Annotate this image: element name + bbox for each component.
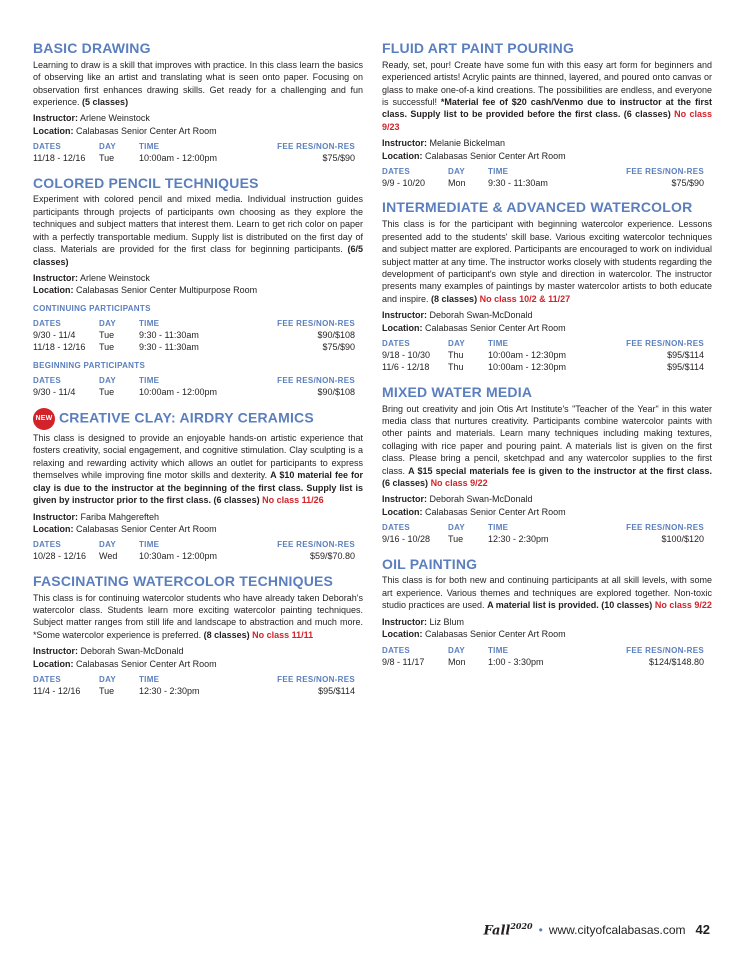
instructor-line — [33, 511, 363, 523]
instructor-line — [33, 645, 363, 657]
schedule-row — [33, 550, 363, 562]
website-link[interactable]: www.cityofcalabasas.com — [548, 923, 686, 938]
column-header: DATES — [382, 645, 411, 655]
course-description — [382, 574, 712, 611]
schedule-cell: Wed — [99, 551, 118, 562]
description-text: Ready, set, pour! Create have some fun with this easy art form for beginners and experienced artists! Acrylic paints are thinned, layered, and poured onto canvas or glass to make one-of-a kind creations. The possibilities are endless, and everyone is successful! — [382, 59, 712, 108]
schedule-header-row — [382, 166, 712, 177]
schedule-cell: 9:30 - 11:30am — [139, 329, 199, 340]
schedule-table — [33, 375, 363, 398]
schedule-cell: Tue — [99, 153, 115, 164]
instructor-name: Deborah Swan-McDonald — [80, 646, 184, 657]
column-header: TIME — [488, 523, 509, 533]
course-description — [33, 59, 363, 109]
schedule-table — [33, 141, 363, 164]
location-label: Location: — [382, 150, 423, 161]
location-label: Location: — [33, 523, 74, 534]
footer-bullet: • — [538, 923, 543, 938]
schedule-cell: 10:30am - 12:00pm — [139, 551, 218, 562]
schedule-cell: 9:30 - 11:30am — [139, 342, 199, 353]
description-text: (8 classes) — [431, 293, 478, 304]
schedule-cell: Tue — [448, 534, 464, 545]
location-line — [382, 506, 712, 518]
description-text: This class is designed to provide an enjoyable hands-on artistic experience that fosters creativity, social engagement, and cognitive stimulation. Clay sculpting is a relaxing and rewarding activity which allows an outlet for participants to express themselves while improving fine motor skills and dexterity. — [33, 433, 363, 481]
course-meta — [382, 493, 712, 518]
no-class-note: No class 9/23 — [382, 109, 712, 132]
column-header: FEE RES/NON-RES — [277, 674, 355, 684]
location-label: Location: — [33, 658, 74, 669]
location-label: Location: — [33, 285, 74, 296]
schedule-header-row — [382, 645, 712, 656]
instructor-line — [382, 493, 712, 505]
course-title-text: CREATIVE CLAY: AIRDRY CERAMICS — [59, 409, 314, 426]
schedule-cell: 9/30 - 11/4 — [33, 386, 76, 397]
schedule-row — [382, 656, 712, 668]
no-class-note: No class 9/22 — [430, 478, 488, 489]
location-line — [382, 322, 712, 334]
instructor-name: Liz Blum — [429, 616, 465, 627]
schedule-row — [382, 177, 712, 189]
schedule-table — [33, 539, 363, 562]
no-class-note: No class 11/11 — [252, 629, 314, 640]
location-name: Calabasas Senior Center Art Room — [76, 125, 217, 136]
location-name: Calabasas Senior Center Multipurpose Room — [76, 285, 258, 296]
course-title-text: FLUID ART PAINT POURING — [382, 40, 575, 56]
course-description — [33, 432, 363, 506]
course-meta — [382, 137, 712, 162]
instructor-label: Instructor: — [33, 646, 78, 657]
instructor-line — [382, 309, 712, 321]
schedule-table — [33, 674, 363, 697]
course-section — [382, 384, 712, 546]
schedule-row — [33, 152, 363, 164]
location-line — [382, 150, 712, 162]
course-meta — [382, 309, 712, 334]
column-header: TIME — [139, 142, 160, 152]
left-column — [33, 40, 363, 707]
column-header: DATES — [382, 167, 411, 177]
course-title — [382, 384, 712, 401]
column-header: TIME — [139, 674, 160, 684]
location-label: Location: — [382, 506, 423, 517]
course-title-text: INTERMEDIATE & ADVANCED WATERCOLOR — [382, 199, 693, 216]
column-header: DAY — [99, 318, 117, 328]
page-footer — [484, 921, 710, 940]
column-header: DAY — [99, 142, 117, 152]
schedule-row — [382, 533, 712, 545]
column-header: TIME — [139, 375, 160, 385]
description-text: (8 classes) — [203, 629, 250, 640]
schedule-cell: 10/28 - 12/16 — [33, 551, 87, 562]
schedule-cell: Tue — [99, 686, 115, 697]
column-header: DATES — [33, 540, 62, 550]
instructor-name: Arlene Weinstock — [80, 113, 150, 124]
location-line — [382, 628, 712, 640]
column-header: TIME — [488, 338, 509, 348]
column-header: FEE RES/NON-RES — [626, 167, 704, 177]
schedule-row — [382, 361, 712, 373]
instructor-label: Instructor: — [382, 310, 427, 321]
location-line — [33, 284, 363, 296]
schedule-cell: 10:00am - 12:30pm — [488, 349, 567, 360]
schedule-header-row — [382, 338, 712, 349]
column-header: DAY — [99, 375, 117, 385]
schedule-cell: Thu — [448, 349, 464, 360]
schedule-cell: Mon — [448, 178, 466, 189]
description-text: This class is for both new and continuing participants at all skill levels, with some art experience. Various themes and techniques are explored together. Non-toxic studio practices are used. — [382, 575, 712, 611]
schedule-cell: $95/$114 — [318, 686, 355, 697]
schedule-cell: 11/4 - 12/16 — [33, 686, 81, 697]
instructor-label: Instructor: — [382, 138, 427, 149]
no-class-note: No class 10/2 & 11/27 — [479, 293, 571, 304]
schedule-header-row — [33, 318, 363, 329]
column-header: DAY — [448, 645, 466, 655]
course-meta — [33, 511, 363, 536]
description-text: Experiment with colored pencil and mixed media. Individual instruction guides participants through projects of participants own choosing as they explore the techniques and subject matters that interest them. Learn to get rich color on paper with a perfectly transportable medium. Supply list is distributed on the first day of class. Materials are provided for the first class for beginning participants. — [33, 194, 363, 255]
schedule-cell: 12:30 - 2:30pm — [488, 534, 549, 545]
course-title — [33, 573, 363, 590]
course-section — [33, 408, 363, 563]
course-section — [33, 573, 363, 698]
course-title-text: OIL PAINTING — [382, 555, 478, 572]
schedule-table — [33, 318, 363, 354]
schedule-cell: $59/$70.80 — [309, 551, 355, 562]
column-header: DAY — [99, 674, 117, 684]
course-description — [382, 218, 712, 305]
course-section — [382, 40, 712, 189]
schedule-cell: 9:30 - 11:30am — [488, 178, 548, 189]
column-header: DATES — [33, 318, 62, 328]
instructor-line — [33, 112, 363, 124]
description-text: This class is for the participant with beginning watercolor experience. Lessons presented add to the students' skill base. Various exciting watercolor techniques and subject matter are explored. Participants are encouraged to work on individual subject matter at any time. The instructor works closely with students regarding the development of participant's own style and direction in watercolor. The instructor presents many examples of paintings by master watercolor artists to both educate and inspire. — [382, 219, 712, 304]
location-label: Location: — [382, 322, 423, 333]
description-text: A $10 material fee for clay is due to the instructor at the beginning of the first class. Supply list is given by instructor prior to the first class. (6 classes) — [33, 470, 363, 506]
location-label: Location: — [33, 125, 74, 136]
course-section — [33, 40, 363, 165]
schedule-cell: Thu — [448, 362, 464, 373]
instructor-label: Instructor: — [382, 494, 427, 505]
description-text: A $15 special materials fee is given to the instructor at the first class. (6 classes) — [382, 465, 712, 489]
schedule-cell: Mon — [448, 656, 466, 667]
schedule-cell: $75/$90 — [671, 178, 704, 189]
schedule-cell: 10:00am - 12:00pm — [139, 386, 218, 397]
schedule-cell: $90/$108 — [317, 386, 355, 397]
instructor-line — [382, 137, 712, 149]
instructor-line — [382, 616, 712, 628]
schedule-cell: 11/18 - 12/16 — [33, 153, 86, 164]
course-title-text: MIXED WATER MEDIA — [382, 383, 533, 400]
schedule-cell: 11/6 - 12/18 — [382, 362, 430, 373]
course-title-text: COLORED PENCIL TECHNIQUES — [33, 174, 259, 191]
column-header: TIME — [139, 318, 160, 328]
schedule-table — [382, 338, 712, 374]
course-title — [33, 175, 363, 192]
course-section — [382, 556, 712, 668]
no-class-note: No class 9/22 — [654, 600, 712, 611]
schedule-cell: 11/18 - 12/16 — [33, 342, 86, 353]
instructor-name: Fariba Mahgerefteh — [80, 511, 160, 522]
location-line — [33, 523, 363, 535]
column-header: TIME — [139, 540, 160, 550]
schedule-cell: Tue — [99, 342, 115, 353]
course-description — [33, 193, 363, 267]
schedule-cell: 9/30 - 11/4 — [33, 329, 76, 340]
column-header: DAY — [99, 540, 117, 550]
description-text: *Material fee of $20 cash/Venmo due to instructor at the first class. Supply list to be provided before the first class. (6 classes) — [382, 97, 712, 120]
location-name: Calabasas Senior Center Art Room — [76, 658, 217, 669]
schedule-header-row — [33, 141, 363, 152]
schedule-cell: 9/9 - 10/20 — [382, 178, 426, 189]
location-name: Calabasas Senior Center Art Room — [425, 322, 566, 333]
column-header: FEE RES/NON-RES — [277, 375, 355, 385]
column-header: TIME — [488, 167, 509, 177]
schedule-cell: 1:00 - 3:30pm — [488, 656, 544, 667]
location-name: Calabasas Senior Center Art Room — [425, 629, 566, 640]
course-title — [382, 199, 712, 216]
instructor-line — [33, 272, 363, 284]
column-header: DATES — [33, 142, 62, 152]
schedule-row — [382, 349, 712, 361]
schedule-cell: 9/18 - 10/30 — [382, 349, 431, 360]
course-meta — [33, 645, 363, 670]
column-header: FEE RES/NON-RES — [626, 645, 704, 655]
column-header: FEE RES/NON-RES — [626, 338, 704, 348]
instructor-name: Arlene Weinstock — [80, 272, 150, 283]
schedule-table — [382, 522, 712, 545]
column-header: DATES — [382, 338, 411, 348]
location-name: Calabasas Senior Center Art Room — [76, 523, 217, 534]
group-label: CONTINUING PARTICIPANTS — [33, 303, 151, 313]
course-meta — [33, 112, 363, 137]
column-header: FEE RES/NON-RES — [277, 318, 355, 328]
course-title-text: FASCINATING WATERCOLOR TECHNIQUES — [33, 572, 334, 589]
no-class-note: No class 11/26 — [262, 495, 324, 506]
schedule-cell: $75/$90 — [322, 342, 355, 353]
column-header: DAY — [448, 167, 466, 177]
schedule-cell: Tue — [99, 386, 115, 397]
location-label: Location: — [382, 629, 423, 640]
instructor-name: Deborah Swan-McDonald — [429, 494, 533, 505]
column-header: FEE RES/NON-RES — [277, 540, 355, 550]
course-description — [382, 403, 712, 490]
course-section — [33, 175, 363, 398]
column-header: DAY — [448, 338, 466, 348]
schedule-row — [33, 329, 363, 341]
location-line — [33, 658, 363, 670]
schedule-header-row — [382, 522, 712, 533]
group-label: BEGINNING PARTICIPANTS — [33, 360, 146, 370]
schedule-cell: $95/$114 — [667, 349, 704, 360]
instructor-label: Instructor: — [33, 511, 78, 522]
location-name: Calabasas Senior Center Art Room — [425, 150, 566, 161]
schedule-row — [33, 685, 363, 697]
schedule-header-row — [33, 375, 363, 386]
column-header: DAY — [448, 523, 466, 533]
schedule-cell: 12:30 - 2:30pm — [139, 686, 200, 697]
instructor-label: Instructor: — [382, 616, 427, 627]
course-title — [382, 40, 712, 57]
course-title — [33, 40, 363, 57]
season-logo: Fall$^{2020}$ — [483, 920, 533, 939]
column-header: DATES — [382, 523, 411, 533]
schedule-cell: $90/$108 — [317, 329, 355, 340]
course-title — [33, 408, 363, 430]
description-text: This class is for continuing watercolor students who have already taken Deborah's watercolor class. Students learn more exciting watercolor painting techniques. Subject matter ranges from still life and landscape to abstraction and much more. *Some watercolor experience is preferred. — [33, 592, 363, 640]
schedule-cell: $95/$114 — [667, 362, 704, 373]
description-text: Learning to draw is a skill that improves with practice. In this class learn the basics of observing like an artist and translating what is seen onto paper. Focusing on observation first enhances drawing skills. Get ready for a challenging and fun experience. — [33, 59, 363, 108]
schedule-cell: $75/$90 — [322, 153, 355, 164]
location-name: Calabasas Senior Center Art Room — [425, 506, 566, 517]
schedule-cell: $124/$148.80 — [648, 656, 704, 667]
schedule-table — [382, 645, 712, 668]
course-meta — [33, 272, 363, 297]
column-header: FEE RES/NON-RES — [626, 523, 704, 533]
course-description — [33, 592, 363, 642]
location-line — [33, 125, 363, 137]
instructor-label: Instructor: — [33, 272, 78, 283]
column-header: TIME — [488, 645, 509, 655]
description-text: Bring out creativity and join Otis Art Institute's "Teacher of the Year" in this water media class that nurtures creativity. Participants combine watercolor paints with other paints and materials. Learn many techniques including making textures, collaging with rice paper and pouring paint. A materials list is given on the first class. Please bring a pencil, sketchpad and any watercolor supplies to the first class. — [382, 403, 712, 476]
new-badge-icon: NEW — [33, 408, 55, 430]
column-header: FEE RES/NON-RES — [277, 142, 355, 152]
schedule-cell: 9/8 - 11/17 — [382, 656, 425, 667]
schedule-cell: Tue — [99, 329, 115, 340]
description-text: (6/5 classes) — [33, 244, 363, 267]
schedule-cell: 10:00am - 12:30pm — [488, 362, 567, 373]
column-header: DATES — [33, 674, 62, 684]
course-section — [382, 199, 712, 373]
description-text: (5 classes) — [82, 97, 129, 108]
course-description — [382, 59, 712, 133]
page-number: 42 — [695, 922, 710, 938]
instructor-name: Melanie Bickelman — [429, 138, 506, 149]
schedule-header-row — [33, 539, 363, 550]
course-title — [382, 556, 712, 573]
schedule-header-row — [33, 674, 363, 685]
schedule-table — [382, 166, 712, 189]
course-title-text: BASIC DRAWING — [33, 40, 151, 56]
schedule-row — [33, 386, 363, 398]
description-text: A material list is provided. (10 classes) — [487, 600, 653, 611]
schedule-cell: 10:00am - 12:00pm — [139, 153, 218, 164]
right-column — [382, 40, 712, 678]
course-meta — [382, 616, 712, 641]
instructor-label: Instructor: — [33, 113, 78, 124]
schedule-cell: 9/16 - 10/28 — [382, 534, 431, 545]
column-header: DATES — [33, 375, 62, 385]
schedule-row — [33, 341, 363, 353]
schedule-cell: $100/$120 — [661, 534, 704, 545]
instructor-name: Deborah Swan-McDonald — [429, 310, 533, 321]
